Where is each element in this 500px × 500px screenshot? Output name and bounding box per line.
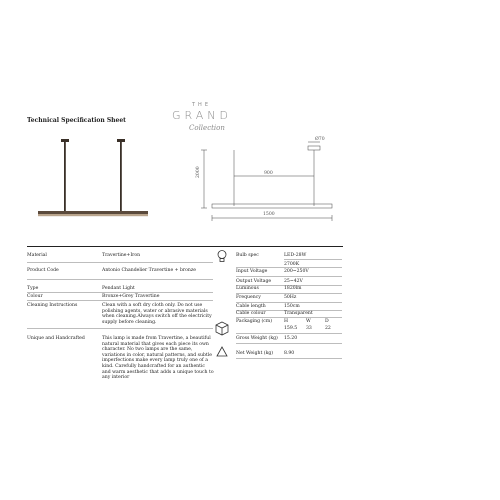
- dim-width-label: 1500: [263, 212, 275, 217]
- material-label: Material: [27, 253, 47, 258]
- type-value: Pendant Light: [102, 286, 135, 291]
- packaging-h-header: H: [284, 319, 289, 324]
- product-image: [28, 135, 158, 225]
- canopy-left: [61, 139, 69, 142]
- net-weight-value: 8.90: [284, 351, 295, 356]
- output-voltage-value: 25~42V: [284, 279, 303, 284]
- suspension-rod-right: [120, 141, 122, 215]
- packaging-w-header: W: [306, 319, 311, 324]
- input-voltage-label: Input Voltage: [236, 269, 268, 274]
- bulb-value-2: 2700K: [284, 262, 300, 267]
- input-voltage-value: 200~250V: [284, 269, 309, 274]
- cable-colour-value: Transparent: [284, 311, 313, 316]
- packaging-h-value: 159.5: [284, 326, 298, 331]
- unique-value: This lamp is made from Travertine, a beautiful natural material that gives each piece its own character. No two lamps are the same, variations in color, natural patterns, and subtle imperfections make every lamp truly one of a kind. Carefully handcrafted for an authentic and warm aesthetic that adds a unique touch to any interior: [102, 336, 214, 381]
- bulb-label: Bulb spec: [236, 253, 259, 258]
- unique-label: Unique and Handcrafted: [27, 336, 85, 341]
- packaging-d-value: 22: [325, 326, 331, 331]
- dim-height-label: 2000: [196, 166, 201, 178]
- right-table-top-rule: [213, 246, 343, 247]
- cable-length-value: 150cm: [284, 304, 300, 309]
- canopy-right: [117, 139, 125, 142]
- packaging-d-header: D: [325, 319, 329, 324]
- bulb-value-1: LED-28W: [284, 253, 307, 258]
- material-value: Travertine+Iron: [102, 253, 141, 258]
- bulb-icon: [215, 249, 229, 263]
- net-weight-label: Net Weight (kg): [236, 351, 274, 356]
- colour-value: Bronze+Grey Travertine: [102, 294, 160, 299]
- packaging-label: Packaging (cm): [236, 319, 273, 324]
- cleaning-label: Cleaning Instructions: [27, 303, 78, 308]
- output-voltage-label: Output Voltage: [236, 279, 272, 284]
- brand-collection: Collection: [189, 124, 225, 132]
- packaging-w-value: 33: [306, 326, 312, 331]
- brand-logo: GRAND: [172, 109, 232, 122]
- cable-length-label: Cable length: [236, 304, 266, 309]
- luminous-label: Luminous: [236, 286, 259, 291]
- frequency-value: 50Hz: [284, 295, 297, 300]
- cleaning-value: Clean with a soft dry cloth only. Do not use polishing agents, water or abrasive materials when cleaning.Always switch off the electricity supply before cleaning.: [102, 303, 212, 325]
- colour-label: Colour: [27, 294, 43, 299]
- box-icon: [214, 320, 230, 336]
- product-code-label: Product Code: [27, 268, 59, 273]
- brand-the: THE: [192, 102, 211, 108]
- dim-inner-label: 900: [264, 171, 273, 176]
- luminous-value: 1820lm: [284, 286, 302, 291]
- frequency-label: Frequency: [236, 295, 261, 300]
- type-label: Type: [27, 286, 39, 291]
- gross-weight-label: Gross Weight (kg): [236, 336, 278, 341]
- suspension-rod-left: [64, 141, 66, 215]
- drawing-canopy: [308, 146, 320, 150]
- lamp-travertine-strip: [38, 214, 148, 216]
- weight-icon: [215, 345, 229, 357]
- left-table-top-rule: [27, 246, 213, 247]
- product-code-value: Antonio Chandelier Travertine + bronze: [102, 268, 196, 273]
- dim-canopy-label: Ø70: [315, 137, 325, 142]
- gross-weight-value: 15.20: [284, 336, 298, 341]
- cable-colour-label: Cable colour: [236, 311, 266, 316]
- page-title: Technical Specification Sheet: [27, 117, 126, 124]
